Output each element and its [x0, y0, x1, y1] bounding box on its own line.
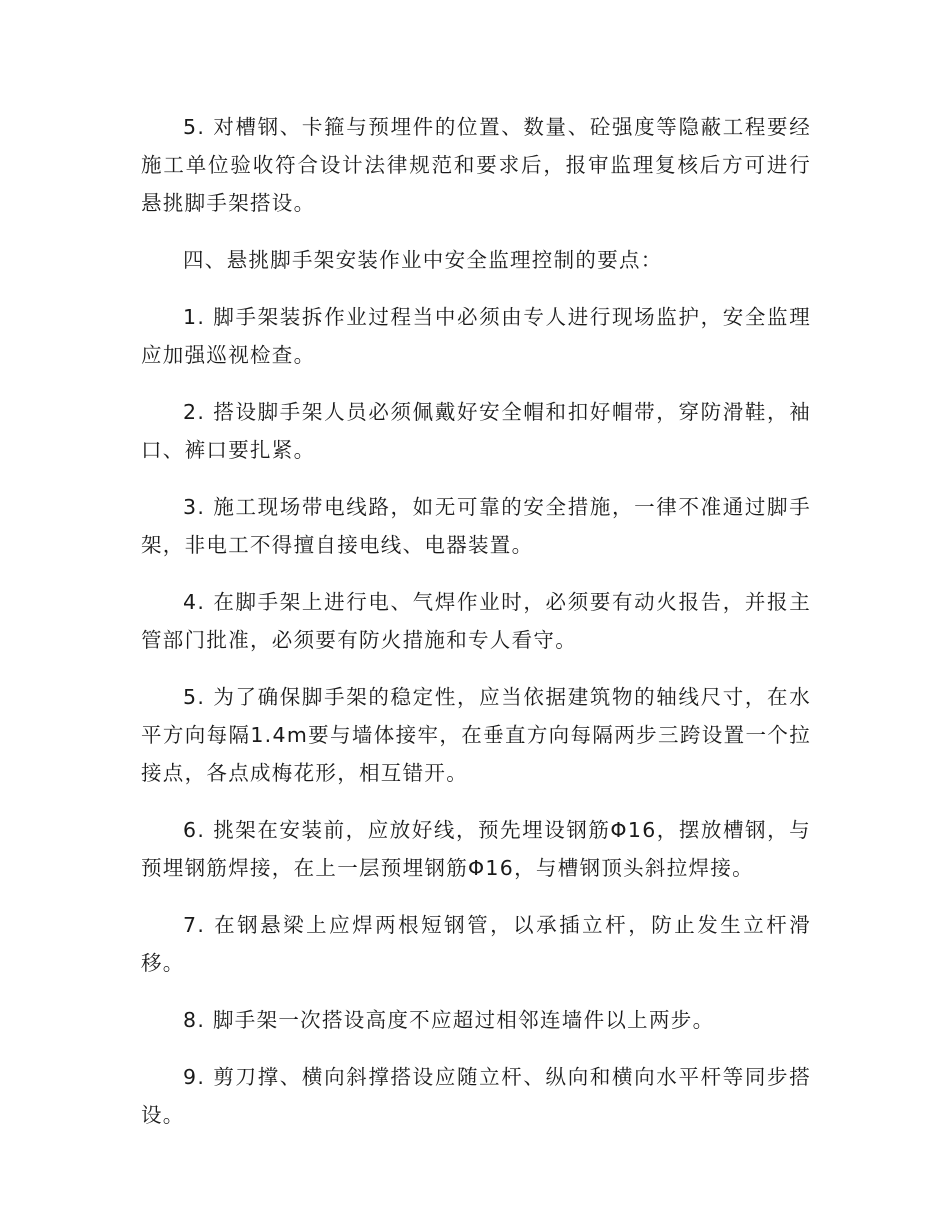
paragraph-item-5: 5. 为了确保脚手架的稳定性，应当依据建筑物的轴线尺寸，在水平方向每隔1.4m要与墙体接牢，在垂直方向每隔两步三跨设置一个拉接点，各点成梅花形，相互错开。 [141, 685, 811, 785]
paragraph-item-6: 6. 挑架在安装前，应放好线，预先埋设钢筋Φ16，摆放槽钢，与预埋钢筋焊接，在上一层预埋钢筋Φ16，与槽钢顶头斜拉焊接。 [141, 818, 811, 880]
paragraph-item-4: 4. 在脚手架上进行电、气焊作业时，必须要有动火报告，并报主管部门批准，必须要有防火措施和专人看守。 [141, 590, 811, 652]
paragraph-item-8: 8. 脚手架一次搭设高度不应超过相邻连墙件以上两步。 [183, 1008, 715, 1032]
paragraph-item-7: 7. 在钢悬梁上应焊两根短钢管，以承插立杆，防止发生立杆滑移。 [141, 913, 811, 975]
section-heading-safety-points: 四、悬挑脚手架安装作业中安全监理控制的要点： [183, 248, 663, 272]
paragraph-item-1: 1. 脚手架装拆作业过程当中必须由专人进行现场监护，安全监理应加强巡视检查。 [141, 305, 811, 367]
paragraph-item-5-concealed-works: 5. 对槽钢、卡箍与预埋件的位置、数量、砼强度等隐蔽工程要经施工单位验收符合设计法律规范和要求后，报审监理复核后方可进行悬挑脚手架搭设。 [141, 115, 811, 215]
paragraph-item-3: 3. 施工现场带电线路，如无可靠的安全措施，一律不准通过脚手架，非电工不得擅自接电线、电器装置。 [141, 495, 811, 557]
paragraph-item-2: 2. 搭设脚手架人员必须佩戴好安全帽和扣好帽带，穿防滑鞋，袖口、裤口要扎紧。 [141, 400, 811, 462]
paragraph-item-9: 9. 剪刀撑、横向斜撑搭设应随立杆、纵向和横向水平杆等同步搭设。 [141, 1065, 811, 1127]
document-body [141, 108, 811, 1153]
